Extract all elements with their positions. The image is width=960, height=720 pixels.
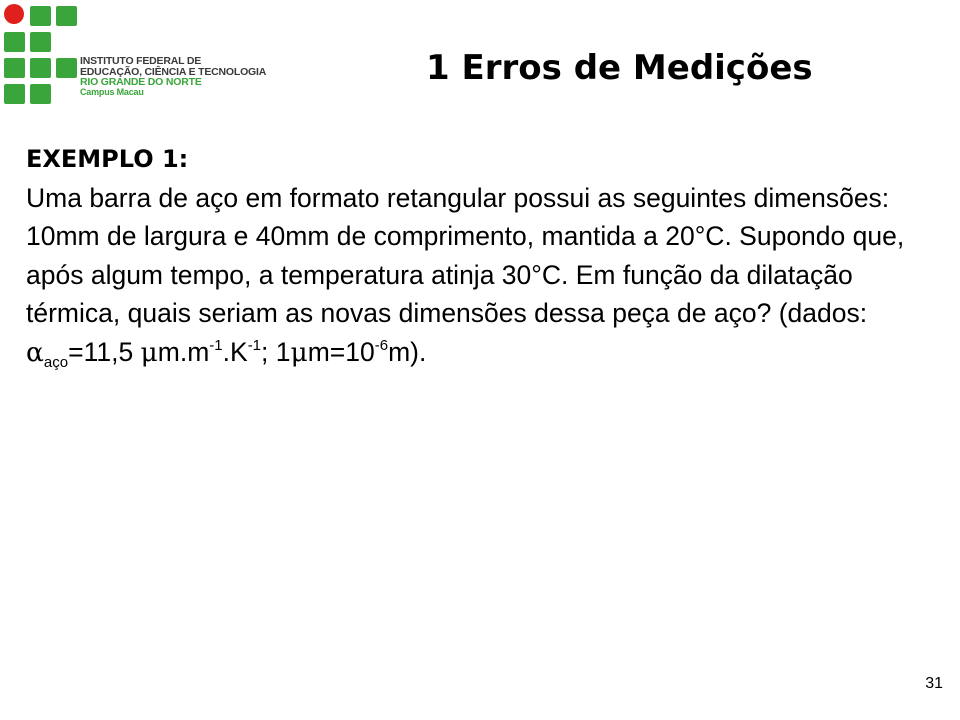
- slide-content: [26, 140, 936, 372]
- example-body: Uma barra de aço em formato retangular possui as seguintes dimensões: 10mm de largura e 40mm de comprimento, mantida a 20°C. Supondo que, após algum tempo, a temperatura atinja 30°C. Em função da dilatação térmica, quais seriam as novas dimensões dessa peça de aço? (dados:: [26, 182, 905, 328]
- mu-symbol: μ: [290, 336, 308, 368]
- logo-line-2: EDUCAÇÃO, CIÊNCIA E TECNOLOGIA: [80, 65, 267, 78]
- logo-square: [30, 84, 51, 104]
- formula-end: m).: [388, 336, 427, 367]
- formula-exp1: -1: [209, 336, 223, 354]
- formula-unit2: .K: [222, 336, 248, 367]
- mu-symbol: μ: [140, 336, 158, 368]
- logo-line-1: INSTITUTO FEDERAL DE: [80, 55, 202, 67]
- logo-line-3: RIO GRANDE DO NORTE: [80, 76, 202, 88]
- alpha-symbol: α: [26, 336, 44, 368]
- alpha-subscript: aço: [43, 353, 69, 371]
- slide-title: 1 Erros de Medições: [426, 48, 813, 88]
- formula-eq1: =11,5: [68, 336, 141, 367]
- page-number: 31: [925, 675, 943, 692]
- logo-square: [30, 58, 51, 78]
- logo-grid-icon: [4, 4, 78, 106]
- logo-square: [30, 6, 51, 26]
- formula-eq2: m=10: [307, 336, 375, 367]
- example-heading: EXEMPLO 1:: [26, 145, 189, 173]
- logo-square: [4, 58, 25, 78]
- logo-red-dot: [4, 4, 24, 24]
- formula-unit1: m.m: [157, 336, 210, 367]
- logo-square: [4, 84, 25, 104]
- logo-square: [56, 58, 77, 78]
- formula-sep: ; 1: [261, 336, 291, 367]
- logo-square: [4, 32, 25, 52]
- institution-logo: [0, 0, 290, 115]
- logo-text: [80, 56, 266, 97]
- formula-exp2: -1: [247, 336, 262, 354]
- data-formula: [26, 333, 936, 373]
- logo-line-4: Campus Macau: [80, 86, 144, 97]
- formula-exp3: -6: [374, 336, 389, 354]
- logo-square: [30, 32, 51, 52]
- logo-square: [56, 6, 77, 26]
